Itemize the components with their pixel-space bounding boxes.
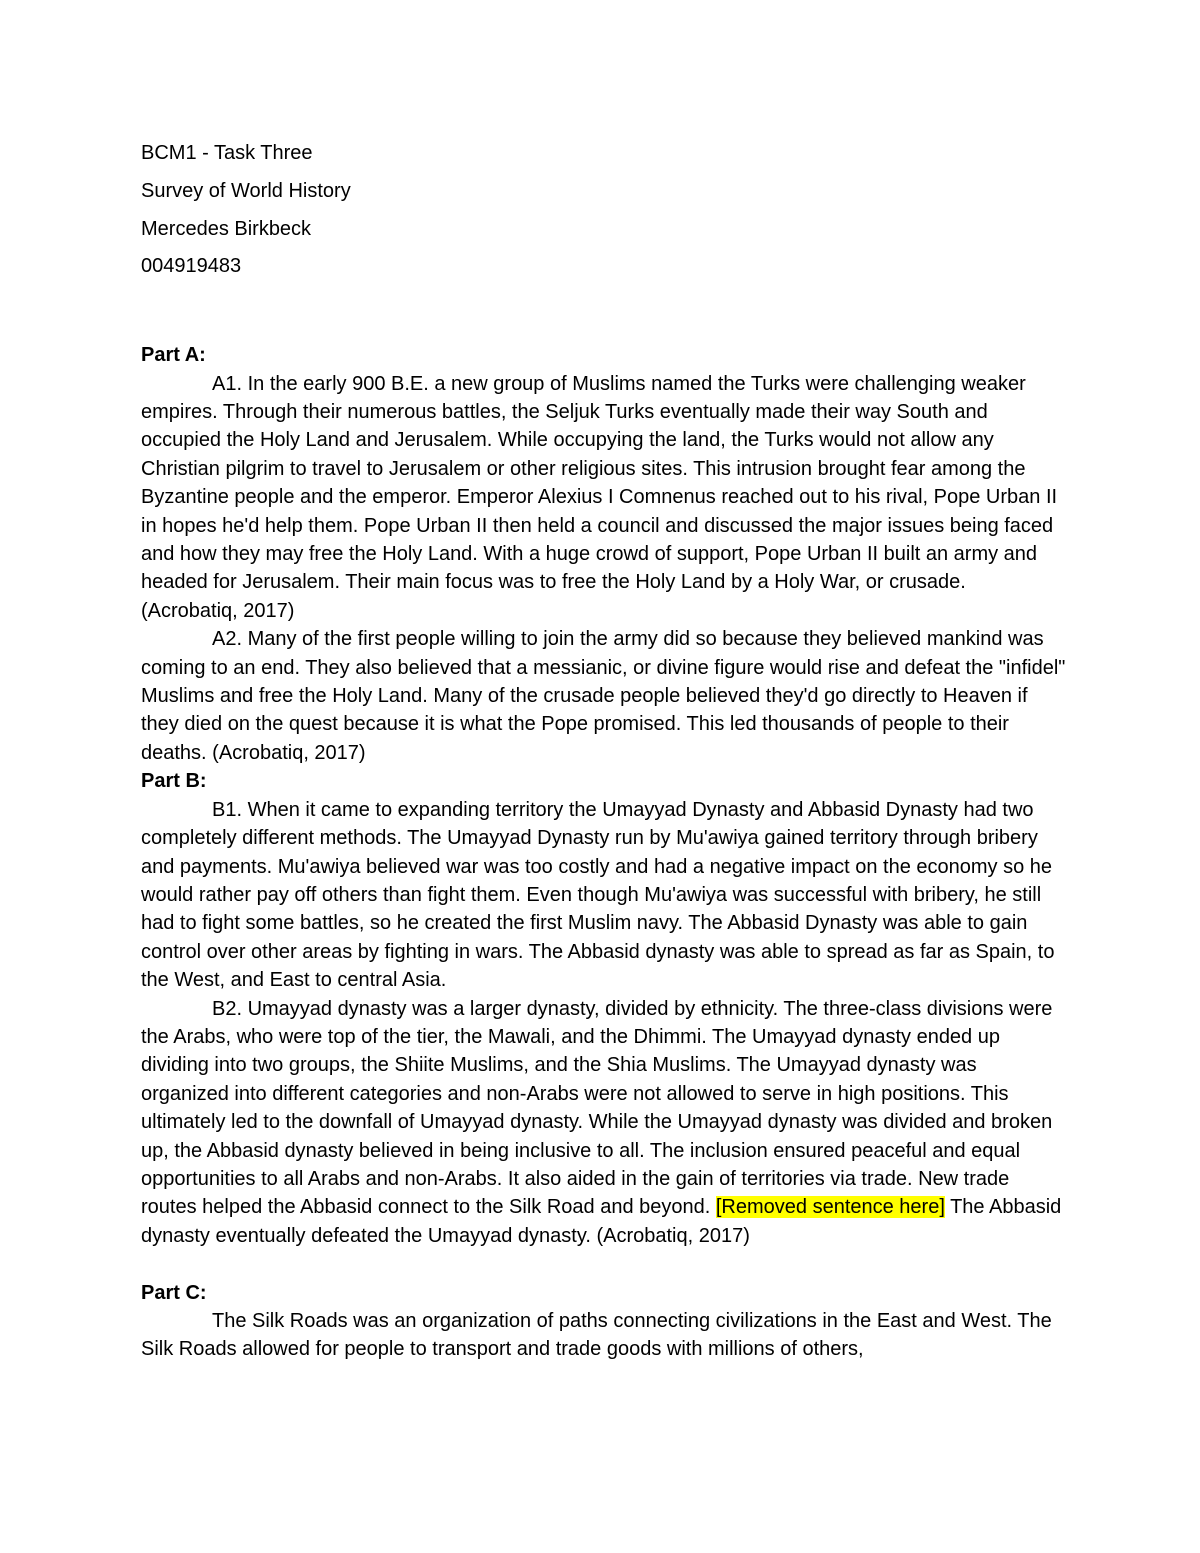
paragraph-a2: A2. Many of the first people willing to join the army did so because they believed mankind was coming to an end. They also believed that a messianic, or divine figure would rise and defeat the "infidel" Muslims and free the Holy Land. Many of the crusade people believed they'd go directly to Heaven if they died on the quest because it is what the Pope promised. This led thousands of people to their deaths. (Acrobatiq, 2017) — [141, 628, 1066, 764]
paragraph-c1: The Silk Roads was an organization of paths connecting civilizations in the East and West. The Silk Roads allowed for people to transport and trade goods with millions of others, — [141, 1309, 1052, 1361]
author-name: Mercedes Birkbeck — [141, 217, 312, 240]
part-c-heading: Part C: — [141, 1281, 207, 1304]
paragraph-b1: B1. When it came to expanding territory the Umayyad Dynasty and Abbasid Dynasty had two completely different methods. The Umayyad Dynasty run by Mu'awiya gained territory through bribery and payments. Mu'awiya believed war was too costly and had a negative impact on the economy so he would rather pay off others than fight them. Even though Mu'awiya was successful with bribery, he still had to fight some battles, so he created the first Muslim navy. The Abbasid Dynasty was able to gain control over other areas by fighting in wars. The Abbasid dynasty was able to spread as far as Spain, to the West, and East to central Asia. — [141, 798, 1055, 992]
paragraph-b2-text-after: The Abbasid dynasty eventually defeated the Umayyad dynasty. (Acrobatiq, 2017) — [141, 1196, 1062, 1247]
paragraph-b2 — [141, 995, 1066, 1251]
removed-sentence-highlight: [Removed sentence here] — [715, 1196, 945, 1219]
subject-title: Survey of World History — [141, 179, 351, 202]
course-title: BCM1 - Task Three — [141, 142, 313, 164]
student-id: 004919483 — [141, 255, 242, 278]
paragraph-a1: A1. In the early 900 B.E. a new group of Muslims named the Turks were challenging weaker empires. Through their numerous battles, the Seljuk Turks eventually made their way South and occupied the Holy Land and Jerusalem. While occupying the land, the Turks would not allow any Christian pilgrim to travel to Jerusalem or other religious sites. This intrusion brought fear among the Byzantine people and the emperor. Emperor Alexius I Comnenus reached out to his rival, Pope Urban II in hopes he'd help them. Pope Urban II then held a council and discussed the major issues being faced and how they may free the Holy Land. With a huge crowd of support, Pope Urban II built an army and headed for Jerusalem. Their main focus was to free the Holy Land by a Holy War, or crusade. (Acrobatiq, 2017) — [141, 372, 1058, 622]
spacer — [141, 1250, 1066, 1278]
spacer — [141, 290, 1066, 341]
part-a-heading: Part A: — [141, 344, 206, 367]
paragraph-b2-text-before: B2. Umayyad dynasty was a larger dynasty, divided by ethnicity. The three-class divisions were the Arabs, who were top of the tier, the Mawali, and the Dhimmi. The Umayyad dynasty ended up dividing into two groups, the Shiite Muslims, and the Shia Muslims. The Umayyad dynasty was organized into different categories and non-Arabs were not allowed to serve in high positions. This ultimately led to the downfall of Umayyad dynasty. While the Umayyad dynasty was divided and broken up, the Abbasid dynasty believed in being inclusive to all. The inclusion ensured peaceful and equal opportunities to all Arabs and non-Arabs. It also aided in the gain of territories via trade. New trade routes helped the Abbasid connect to the Silk Road and beyond. — [141, 997, 1053, 1219]
part-b-heading: Part B: — [141, 770, 207, 793]
document-body — [141, 139, 1066, 1364]
